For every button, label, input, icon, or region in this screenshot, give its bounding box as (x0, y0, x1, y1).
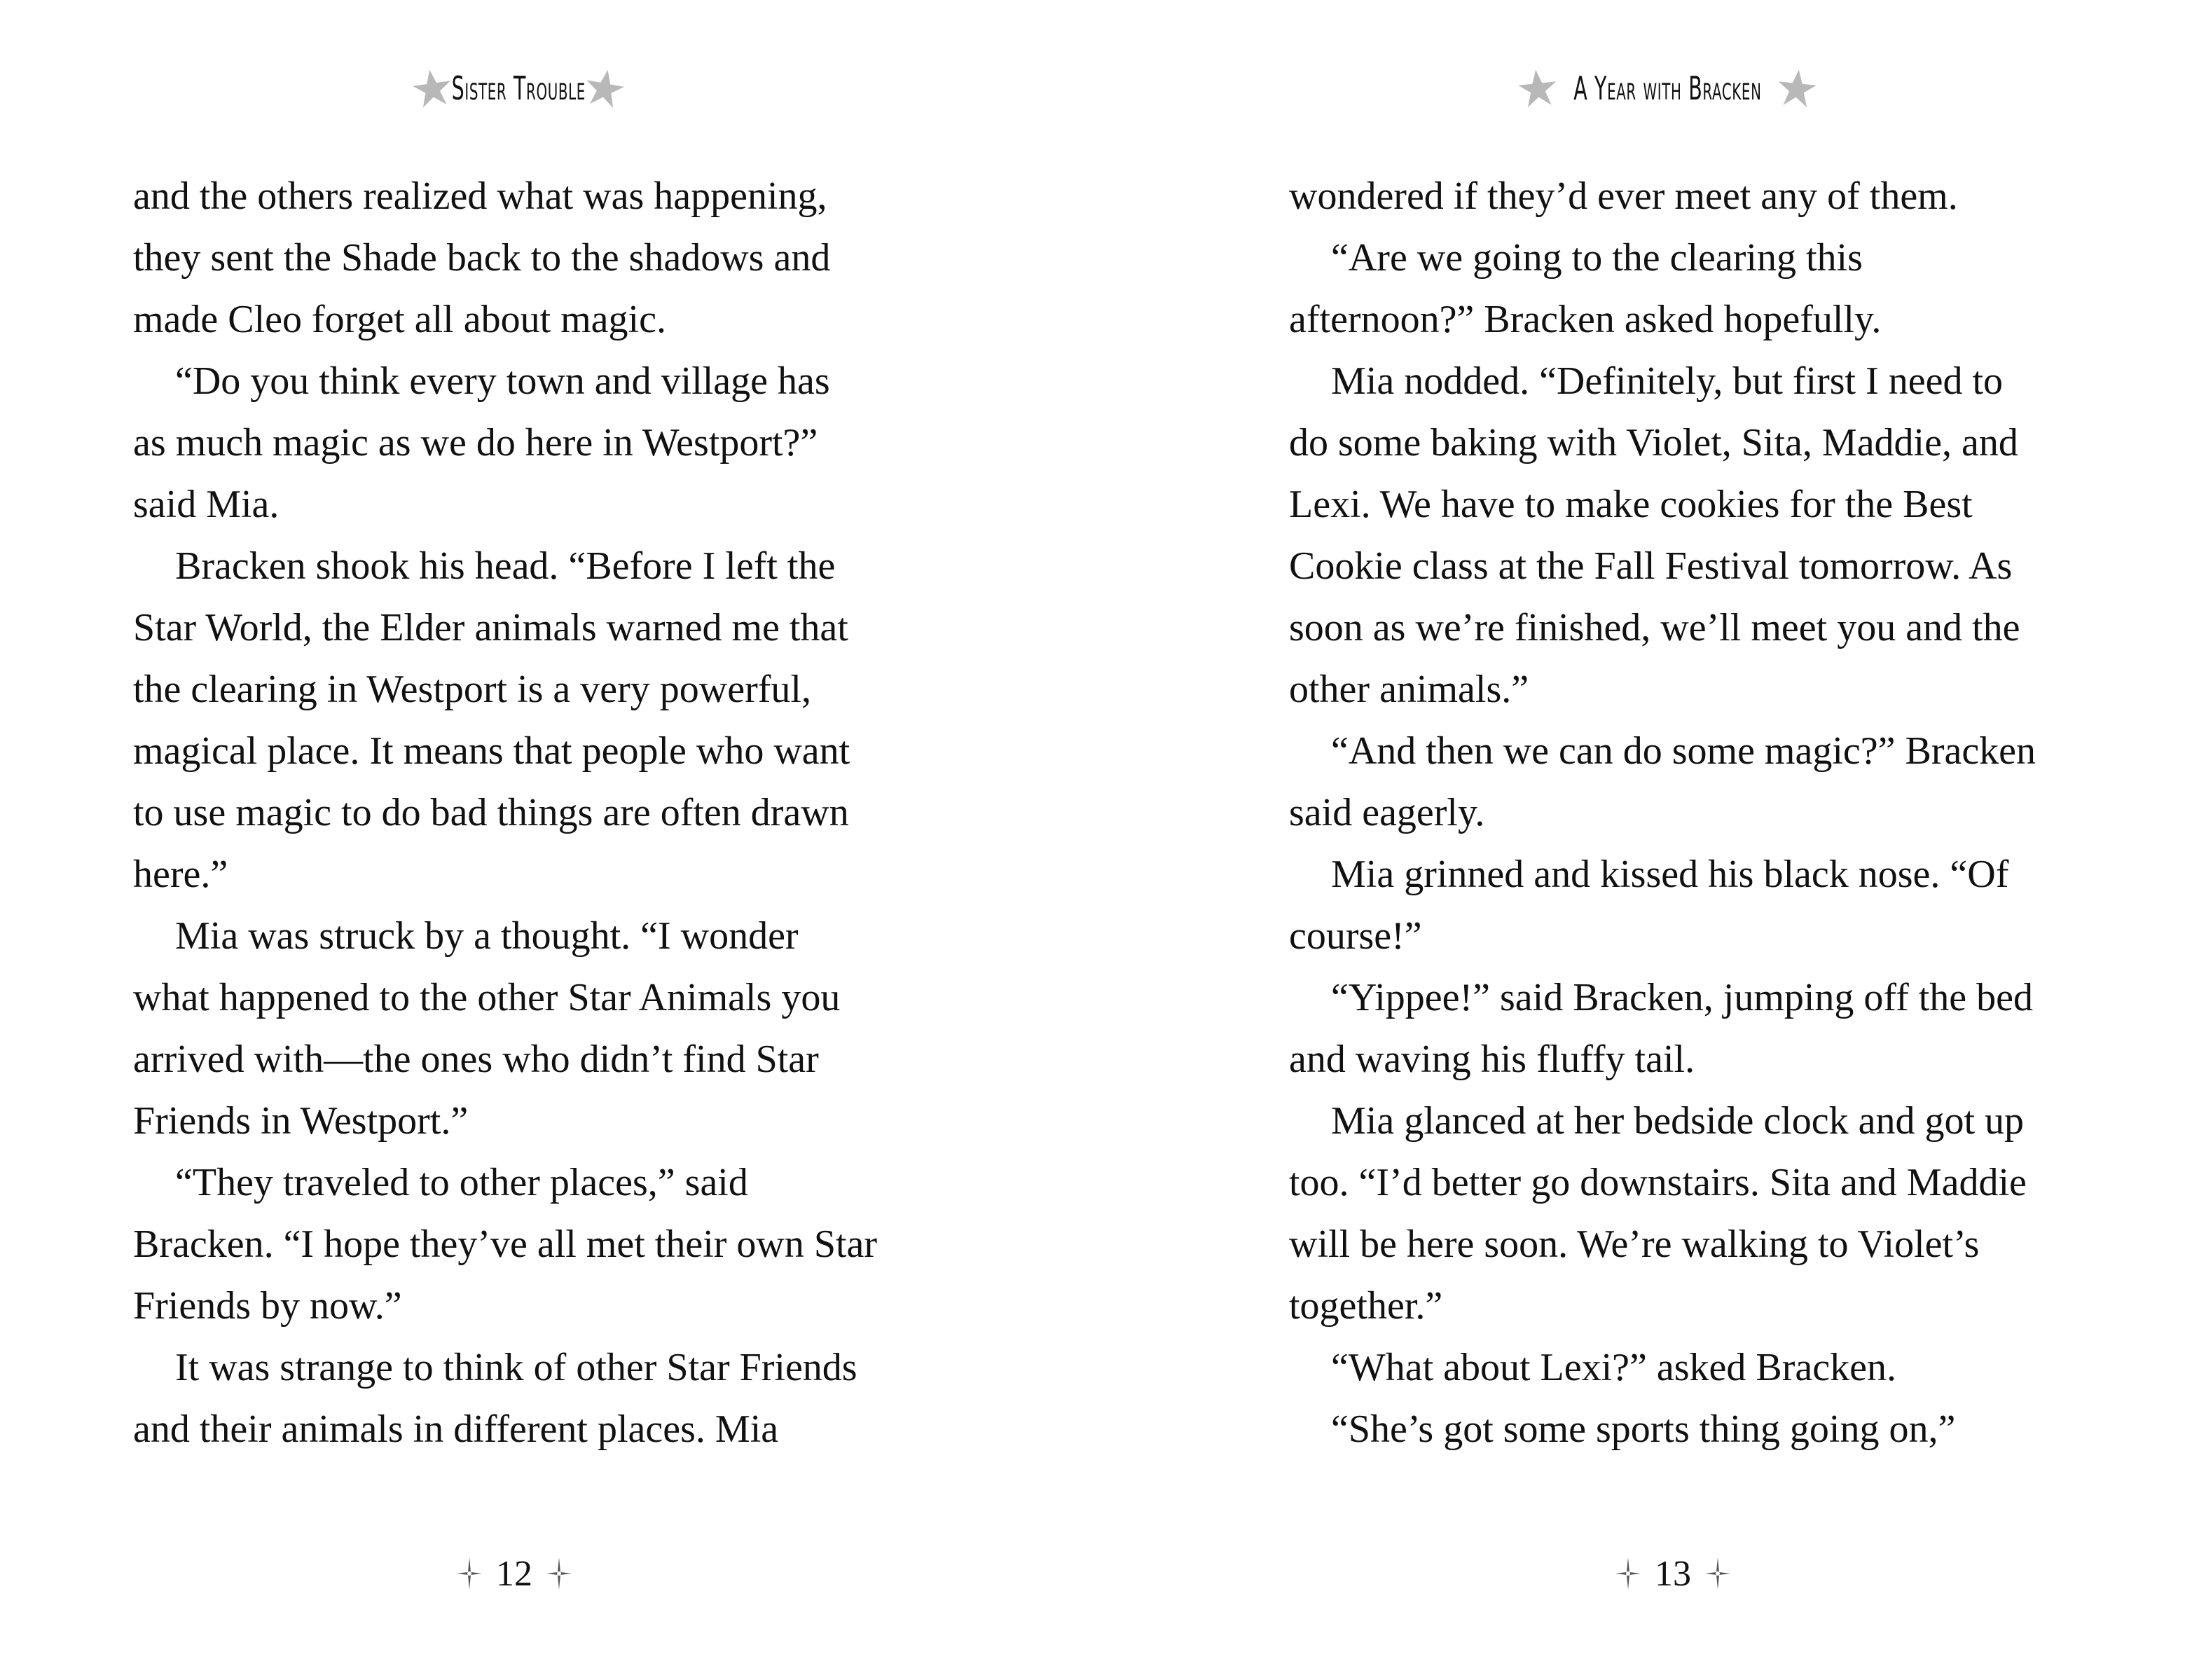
star-icon (412, 68, 453, 109)
left-page (0, 0, 1092, 1680)
text-line: made Cleo forget all about magic. (133, 298, 666, 341)
right-page (1093, 0, 2185, 1680)
text-line: too. “I’d better go downstairs. Sita and Maddie (1289, 1161, 2027, 1204)
running-head (1149, 60, 2185, 116)
text-line: afternoon?” Bracken asked hopefully. (1289, 298, 1882, 341)
body-text (1289, 165, 2036, 1460)
text-line: the clearing in Westport is a very powerful, (133, 668, 811, 711)
text-line: as much magic as we do here in Westport?” (133, 421, 818, 464)
page-number: 12 (496, 1553, 532, 1594)
text-line: Mia glanced at her bedside clock and got up (1331, 1099, 2024, 1143)
text-line: soon as we’re finished, we’ll meet you and the (1289, 606, 2020, 649)
text-line: here.” (133, 853, 228, 896)
star-icon (1777, 68, 1817, 109)
text-line: wondered if they’d ever meet any of them. (1289, 174, 1958, 218)
text-line: arrived with—the ones who didn’t find Star (133, 1038, 819, 1081)
sparkle-icon (544, 1556, 574, 1591)
running-head (0, 60, 1037, 116)
text-line: said Mia. (133, 483, 280, 526)
text-line: “They traveled to other places,” said (175, 1161, 748, 1204)
text-line: Bracken. “I hope they’ve all met their own Star (133, 1223, 878, 1266)
star-icon (1517, 68, 1558, 109)
text-line: to use magic to do bad things are often drawn (133, 791, 849, 834)
text-line: do some baking with Violet, Sita, Maddie, and (1289, 421, 2018, 464)
sparkle-icon (1702, 1556, 1733, 1591)
text-line: Cookie class at the Fall Festival tomorrow. As (1289, 544, 2013, 588)
text-line: Mia was struck by a thought. “I wonder (175, 914, 799, 958)
text-line: said eagerly. (1289, 791, 1485, 834)
page-number-footer (1613, 1545, 1733, 1602)
running-head-title: A Year with Bracken (1573, 69, 1762, 107)
text-line: Star World, the Elder animals warned me that (133, 606, 848, 649)
text-line: Lexi. We have to make cookies for the Best (1289, 483, 1973, 526)
body-text (133, 165, 877, 1460)
sparkle-icon (454, 1556, 485, 1591)
text-line: Mia nodded. “Definitely, but first I need to (1331, 359, 2003, 403)
text-line: what happened to the other Star Animals you (133, 976, 841, 1019)
page-number: 13 (1655, 1553, 1691, 1594)
text-line: course!” (1289, 914, 1422, 958)
text-line: Friends in Westport.” (133, 1099, 469, 1143)
page-number-footer (454, 1545, 574, 1602)
text-line: other animals.” (1289, 668, 1529, 711)
sparkle-icon (1613, 1556, 1643, 1591)
text-line: magical place. It means that people who want (133, 729, 850, 773)
text-line: together.” (1289, 1284, 1443, 1328)
text-line: “Yippee!” said Bracken, jumping off the bed (1331, 976, 2033, 1019)
text-line: Mia grinned and kissed his black nose. “Of (1331, 853, 2009, 896)
text-line: “And then we can do some magic?” Bracken (1331, 729, 2036, 773)
text-line: It was strange to think of other Star Friends (175, 1346, 857, 1389)
text-line: Friends by now.” (133, 1284, 402, 1328)
text-line: and waving his fluffy tail. (1289, 1038, 1695, 1081)
running-head-title: Sister Trouble (451, 69, 586, 107)
text-line: “She’s got some sports thing going on,” (1331, 1407, 1956, 1451)
text-line: will be here soon. We’re walking to Violet’s (1289, 1223, 1980, 1266)
text-line: and the others realized what was happening, (133, 174, 827, 218)
text-line: “What about Lexi?” asked Bracken. (1331, 1346, 1896, 1389)
text-line: “Are we going to the clearing this (1331, 236, 1863, 280)
star-icon (584, 68, 625, 109)
text-line: and their animals in different places. Mia (133, 1407, 779, 1451)
text-line: “Do you think every town and village has (175, 359, 830, 403)
text-line: Bracken shook his head. “Before I left the (175, 544, 836, 588)
text-line: they sent the Shade back to the shadows and (133, 236, 831, 280)
